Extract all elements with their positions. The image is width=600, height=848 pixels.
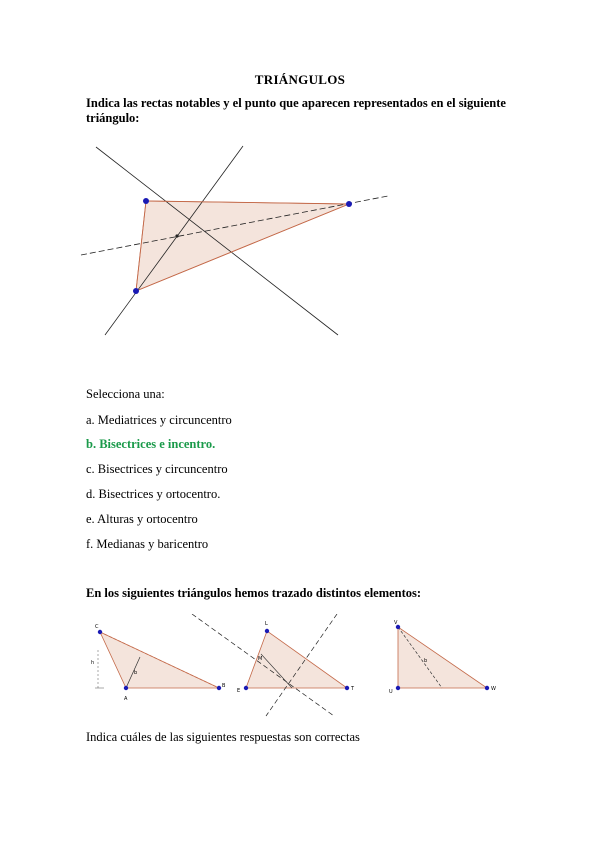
option-a[interactable]: a. Mediatrices y circuncentro [86, 413, 232, 427]
label-v: V [394, 620, 398, 626]
question-3: Indica cuáles de las siguientes respuestas son correctas [86, 730, 360, 744]
select-label: Selecciona una: [86, 387, 165, 401]
label-h: h [91, 660, 95, 666]
question-2: En los siguientes triángulos hemos trazado distintos elementos: [86, 586, 422, 600]
option-c[interactable]: c. Bisectrices y circuncentro [86, 462, 228, 476]
page-title: TRIÁNGULOS [254, 72, 346, 87]
vertex-point [143, 198, 149, 204]
label-b: B [222, 683, 226, 689]
label-a: A [124, 696, 128, 702]
triangle-2 [192, 614, 355, 716]
label-u: U [389, 689, 393, 695]
label-c: C [95, 624, 99, 630]
label-b3: b [424, 658, 428, 664]
triangle-bisectors-figure [78, 140, 398, 340]
label-e: E [237, 688, 241, 694]
label-t: T [351, 686, 355, 692]
incenter-point [175, 234, 178, 237]
option-b[interactable]: b. Bisectrices e incentro. [86, 437, 216, 451]
label-w: W [491, 686, 496, 692]
label-l: L [265, 621, 268, 627]
bisector-line-a [96, 147, 338, 335]
vertex-point [133, 288, 139, 294]
question-1: Indica las rectas notables y el punto que aparecen representados en el siguiente triángulo: [86, 96, 506, 125]
option-e[interactable]: e. Alturas y ortocentro [86, 512, 198, 526]
option-f[interactable]: f. Medianas y baricentro [86, 537, 209, 551]
label-b-inner: b [134, 670, 138, 676]
label-m: M [258, 656, 263, 662]
vertex-point [346, 201, 352, 207]
triangle-3 [389, 620, 496, 695]
option-d[interactable]: d. Bisectrices y ortocentro. [86, 487, 221, 501]
triangle-1 [91, 624, 226, 702]
three-triangles-figure [84, 614, 514, 720]
